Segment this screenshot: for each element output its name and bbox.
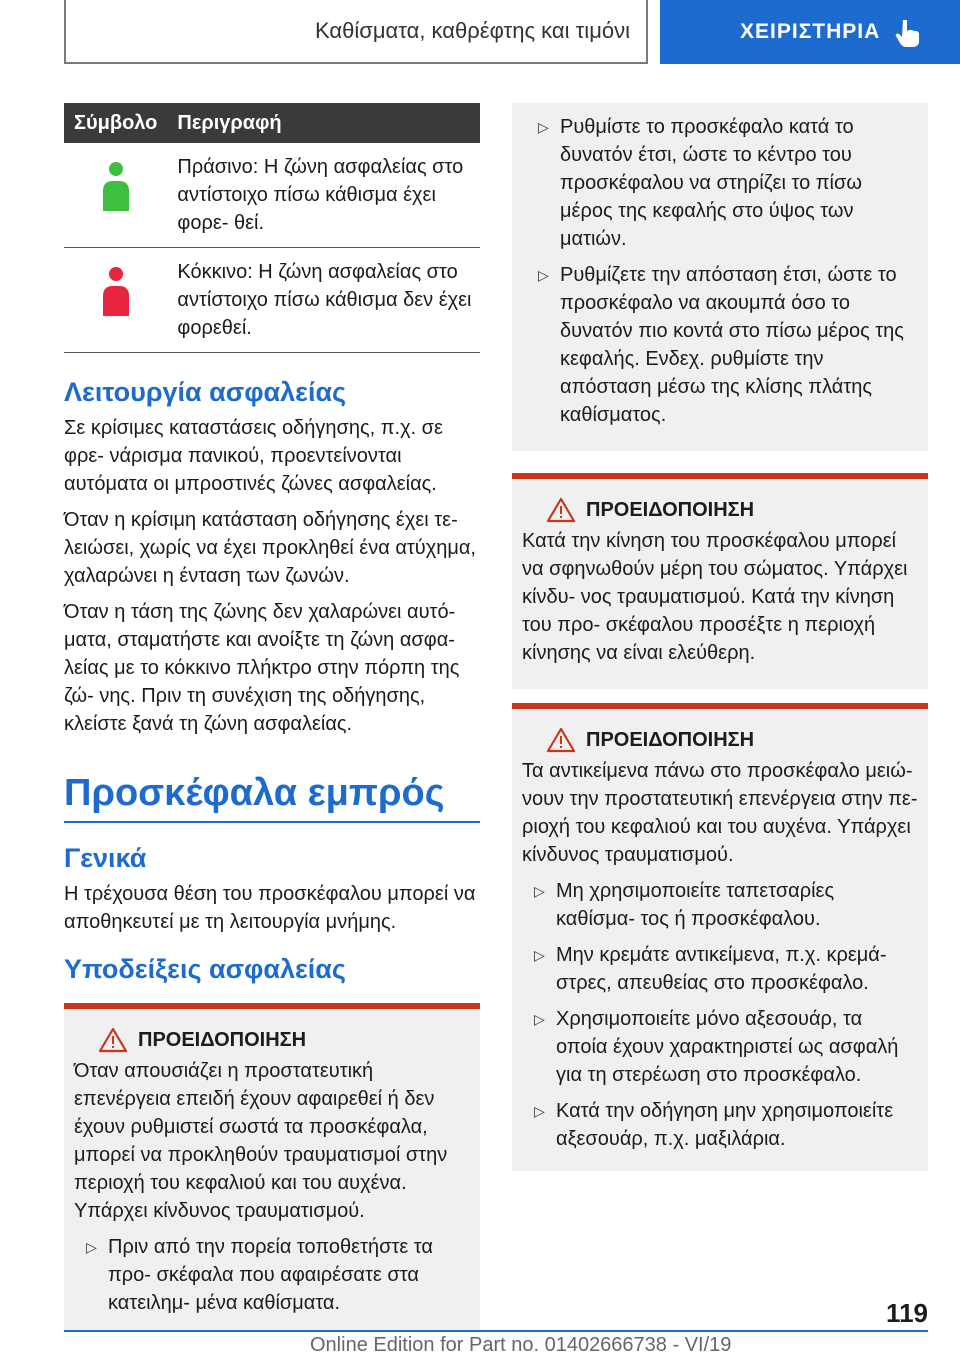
triangle-bullet-icon: ▷ (534, 1011, 545, 1027)
list-item (522, 1097, 918, 1153)
edition-text: Online Edition for Part no. 01402666738 - VI/19 (310, 1334, 732, 1356)
icon-cell (64, 143, 167, 248)
warning-box (512, 703, 928, 1171)
triangle-bullet-icon: ▷ (534, 1103, 545, 1119)
bullet-text: Μη χρησιμοποιείτε ταπετσαρίες καθίσμα- τος ή προσκέφαλου. (556, 880, 835, 930)
warning-header (74, 1027, 470, 1053)
paragraph-general: Η τρέχουσα θέση του προσκέφαλου μπορεί να αποθηκευτεί με τη λειτουργία μνήμης. (64, 883, 476, 933)
list-item (74, 1233, 470, 1317)
bullet-text: Χρησιμοποιείτε μόνο αξεσουάρ, τα οποία έχουν χαρακτηριστεί ως ασφαλή για τη στερέωση στο προσκέφαλο. (556, 1008, 899, 1086)
chapter-tab[interactable] (660, 0, 960, 64)
row-description: Κόκκινο: Η ζώνη ασφαλείας στο αντίστοιχο πίσω κάθισμα δεν έχει φορεθεί. (167, 248, 480, 353)
instruction-box (512, 103, 928, 451)
warning-text: Κατά την κίνηση του προσκέφαλου μπορεί να σφηνωθούν μέρη του σώματος. Υπάρχει κίνδυ- νος τραυματισμού. Κατά την κίνηση του προ- σκέφαλου προσέξτε η περιοχή κίνησης να είναι ελεύθερη. (522, 530, 908, 664)
warning-triangle-icon (546, 497, 576, 523)
left-column (64, 103, 480, 1331)
header-symbol: Σύμβολο (64, 103, 167, 143)
warning-triangle-icon (98, 1027, 128, 1053)
warning-box (64, 1003, 480, 1331)
warning-header (522, 497, 918, 523)
paragraph: Όταν η κρίσιμη κατάσταση οδήγησης έχει τε- λειώσει, χωρίς να έχει προκληθεί ένα ατύχημα, χαλαρώνει η ένταση των ζωνών. (64, 509, 476, 587)
warning-text: Όταν απουσιάζει η προστατευτική επενέργεια επειδή έχουν αφαιρεθεί ή δεν έχουν ρυθμιστεί σωστά τα προσκέφαλα, μπορεί να προκληθούν τραυματισμοί στην περιοχή του κεφαλιού και του αυχένα. Υπάρχει κίνδυνος τραυματισμού. (74, 1060, 448, 1222)
bullet-text: Μην κρεμάτε αντικείμενα, π.χ. κρεμά- στρες, απευθείας στο προσκέφαλο. (556, 944, 887, 994)
warning-triangle-icon (546, 727, 576, 753)
header-description: Περιγραφή (167, 103, 480, 143)
symbol-table (64, 103, 480, 353)
person-green-icon (100, 161, 132, 213)
triangle-bullet-icon: ▷ (86, 1239, 97, 1255)
list-item (522, 941, 918, 997)
warning-label: ΠΡΟΕΙΔΟΠΟΙΗΣΗ (138, 1028, 307, 1051)
triangle-bullet-icon: ▷ (534, 947, 545, 963)
list-item (526, 113, 914, 253)
page-number: 119 (886, 1298, 928, 1328)
warning-header (522, 727, 918, 753)
bullet-text: Ρυθμίστε το προσκέφαλο κατά το δυνατόν έτσι, ώστε το κέντρο του προσκέφαλου να στηρίζει το πίσω μέρος της κεφαλής στο ύψος των ματιών. (560, 116, 862, 250)
warning-label: ΠΡΟΕΙΔΟΠΟΙΗΣΗ (586, 728, 755, 751)
section-title (64, 0, 648, 64)
list-item (522, 877, 918, 933)
warning-box (512, 473, 928, 689)
table-header-row (64, 103, 480, 143)
paragraph: Όταν η τάση της ζώνης δεν χαλαρώνει αυτό- ματα, σταματήστε και ανοίξτε τη ζώνη ασφα- λείας με το κόκκινο πλήκτρο στην πόρπη της ζώ- νης. Πριν τη συνέχιση της οδήγησης, κλείστε ξανά τη ζώνη ασφαλείας. (64, 601, 460, 735)
right-column (512, 103, 928, 1171)
heading-general: Γενικά (64, 843, 147, 873)
table-row (64, 248, 480, 353)
list-item (522, 1005, 918, 1089)
triangle-bullet-icon: ▷ (534, 883, 545, 899)
warning-text: Τα αντικείμενα πάνω στο προσκέφαλο μειώ- νουν την προστατευτική επενέργεια στην πε- ριοχή του κεφαλιού και του αυχένα. Υπάρχει κίνδυνος τραυματισμού. (522, 760, 918, 866)
pointing-hand-icon (892, 18, 922, 48)
bullet-text: Κατά την οδήγηση μην χρησιμοποιείτε αξεσουάρ, π.χ. μαξιλάρια. (556, 1100, 894, 1150)
list-item (526, 261, 914, 429)
heading-front-headrests: Προσκέφαλα εμπρός (64, 772, 480, 823)
heading-safety-function: Λειτουργία ασφαλείας (64, 377, 347, 407)
triangle-bullet-icon: ▷ (538, 267, 549, 283)
bullet-text: Ρυθμίζετε την απόσταση έτσι, ώστε το προσκέφαλο να ακουμπά όσο το δυνατόν πιο κοντά στο πίσω μέρος της κεφαλής. Ενδεχ. ρυθμίστε την απόσταση μέσω της κλίσης πλάτης καθίσματος. (560, 264, 904, 426)
warning-label: ΠΡΟΕΙΔΟΠΟΙΗΣΗ (586, 498, 755, 521)
person-red-icon (100, 266, 132, 318)
triangle-bullet-icon: ▷ (538, 119, 549, 135)
bullet-text: Πριν από την πορεία τοποθετήστε τα προ- σκέφαλα που αφαιρέσατε στα κατειλημ- μένα καθίσματα. (108, 1236, 433, 1314)
icon-cell (64, 248, 167, 353)
paragraph: Σε κρίσιμες καταστάσεις οδήγησης, π.χ. σε φρε- νάρισμα πανικού, προεντείνονται αυτόματα οι μπροστινές ζώνες ασφαλείας. (64, 417, 443, 495)
footer-divider (64, 1330, 928, 1332)
heading-safety-notes: Υποδείξεις ασφαλείας (64, 954, 346, 984)
table-row (64, 143, 480, 248)
chapter-label: ΧΕΙΡΙΣΤΗΡΙΑ (740, 20, 881, 43)
section-title-text: Καθίσματα, καθρέφτης και τιμόνι (315, 18, 630, 43)
row-description: Πράσινο: Η ζώνη ασφαλείας στο αντίστοιχο πίσω κάθισμα έχει φορε- θεί. (167, 143, 480, 248)
